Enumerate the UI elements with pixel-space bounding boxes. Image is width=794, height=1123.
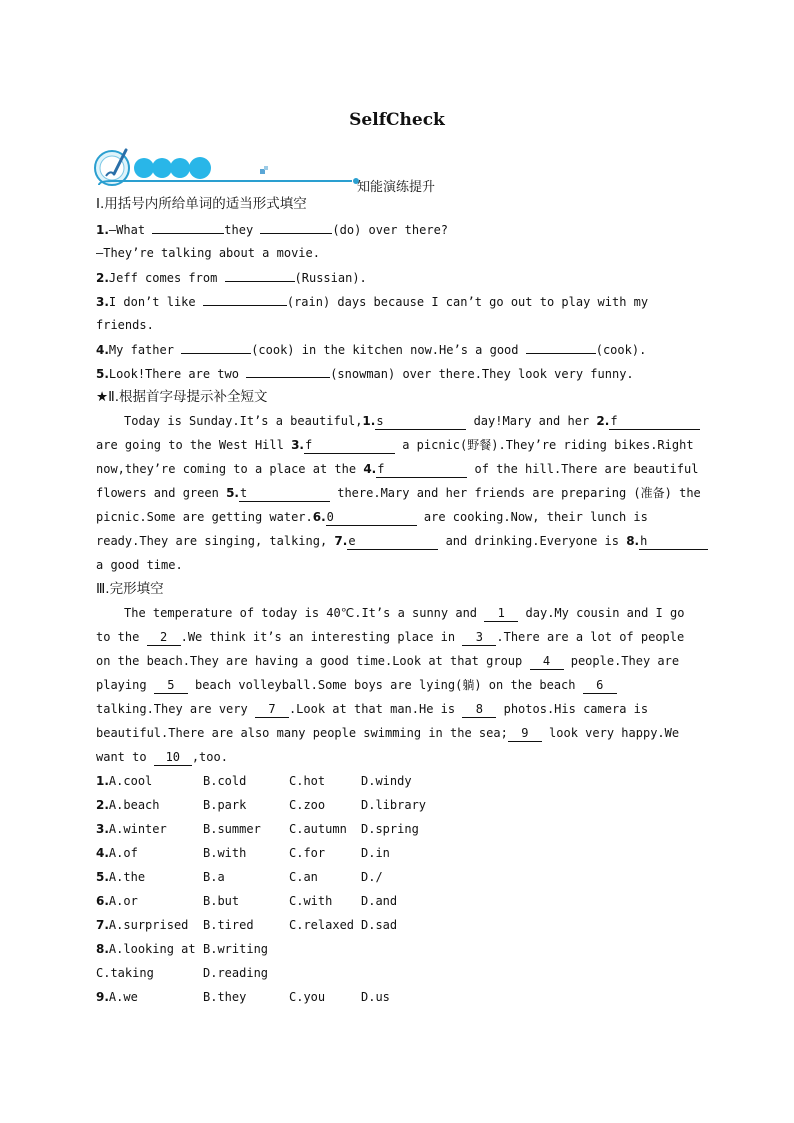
blank-number: 7. [334,534,348,548]
answer-blank[interactable] [246,365,330,378]
option-a-text: A.the [108,870,146,884]
cloze-text: .Look at that man.He is [288,702,456,716]
question-text: I don’t like [108,295,196,309]
question-text: My father [108,343,174,357]
cloze-blank[interactable]: 10 [154,749,192,766]
option-a[interactable] [96,893,138,909]
question-text: (rain) days because I can’t go out to play with my [286,295,649,309]
initial-letter-blank[interactable]: h [639,533,708,550]
cloze-line [96,653,679,670]
passage-text: Today is Sunday.It’s a beautiful, [124,414,363,428]
question-text: (Russian). [294,271,367,285]
option-a-text: A.surprised [108,918,189,932]
question-2-line [96,269,367,286]
question-text: (cook). [595,343,647,357]
answer-blank[interactable] [225,269,295,282]
option-a-text: A.cool [108,774,153,788]
question-number: 5. [96,367,109,381]
option-d[interactable]: D./ [361,870,383,884]
question-text: (do) over there? [332,223,449,237]
decorative-square-icon [264,166,268,170]
option-b[interactable]: B.they [203,990,247,1004]
cloze-text: ,too. [191,750,228,764]
cloze-line [124,605,684,622]
decorative-dots-icon [134,157,211,179]
cloze-blank[interactable]: 3 [462,629,496,646]
option-b[interactable]: B.with [203,846,247,860]
blank-number: 5. [226,486,239,500]
answer-blank[interactable] [260,221,332,234]
passage-text: there.Mary and her friends are preparing (准备) the [337,486,701,500]
passage-text: a picnic(野餐).They’re riding bikes.Right [402,438,694,452]
option-a[interactable] [96,845,138,861]
cloze-blank[interactable]: 2 [147,629,181,646]
passage-text: are going to the West Hill [96,438,284,452]
passage-line [96,533,708,550]
section-2-heading: ★Ⅱ.根据首字母提示补全短文 [96,389,268,405]
cloze-line [96,629,684,646]
passage-line [96,509,648,526]
passage-line [96,461,698,478]
option-a-text: A.winter [108,822,167,836]
option-b[interactable]: B.tired [203,918,254,932]
question-number: 3. [96,295,109,309]
cloze-blank[interactable]: 6 [583,677,617,694]
question-number: 6. [96,894,109,908]
cloze-blank[interactable]: 7 [255,701,289,718]
cloze-blank[interactable]: 8 [462,701,496,718]
answer-blank[interactable] [181,341,251,354]
passage-text: are cooking.Now, their lunch is [423,510,648,524]
initial-letter-blank[interactable]: t [239,485,330,502]
option-a[interactable] [96,773,152,789]
option-a[interactable]: A.looking at [108,942,196,956]
cloze-text: people.They are [570,654,680,668]
question-text: —What [108,223,146,237]
cloze-text: .We think it’s an interesting place in [180,630,456,644]
option-b[interactable]: B.writing [203,942,269,956]
question-1-line [96,221,448,238]
option-c[interactable]: C.with [289,894,333,908]
banner-rule [99,181,352,185]
option-a-text: A.beach [108,798,160,812]
question-number: 2. [96,271,109,285]
cloze-line [96,701,648,718]
question-text: they [224,223,254,237]
passage-text: flowers and green [96,486,219,500]
cloze-blank[interactable]: 9 [508,725,542,742]
blank-number: 6. [312,510,326,524]
passage-line: a good time. [96,558,183,572]
passage-line [96,485,701,502]
question-number: 8. [96,942,109,956]
option-b[interactable]: B.summer [203,822,261,836]
cloze-text: playing [96,678,147,692]
option-b[interactable]: B.but [203,894,240,908]
passage-line [96,437,694,454]
option-b[interactable]: B.cold [203,774,247,788]
option-a[interactable] [96,797,160,813]
question-number: 7. [96,918,109,932]
question-number: 9. [96,990,109,1004]
initial-letter-blank[interactable]: f [609,413,700,430]
option-c[interactable]: C.for [289,846,326,860]
cloze-blank[interactable]: 1 [484,605,518,622]
question-text: (snowman) over there.They look very funny. [330,367,634,381]
question-4-line [96,341,646,358]
option-d[interactable]: D.us [361,990,390,1004]
cloze-text: beach volleyball.Some boys are lying(躺) on the beach [195,678,576,692]
question-text: Jeff comes from [108,271,218,285]
section-3-heading: Ⅲ.完形填空 [96,581,164,597]
option-d[interactable]: D.reading [203,966,269,980]
option-b[interactable]: B.a [203,870,225,884]
option-a[interactable] [96,869,145,885]
option-d[interactable]: D.and [361,894,398,908]
initial-letter-blank[interactable]: 0 [326,509,417,526]
initial-letter-blank[interactable]: s [375,413,466,430]
passage-text: day!Mary and her [473,414,590,428]
option-row [96,989,138,1005]
cloze-text: photos.His camera is [503,702,649,716]
cloze-text: look very happy.We [549,726,680,740]
question-number: 2. [96,798,109,812]
answer-blank[interactable] [526,341,596,354]
option-d[interactable]: D.sad [361,918,398,932]
option-a-text: A.of [108,846,138,860]
passage-text: now,they’re coming to a place at the [96,462,357,476]
cloze-blank[interactable]: 4 [530,653,564,670]
question-1-response: —They’re talking about a movie. [96,246,320,260]
option-d[interactable]: D.windy [361,774,412,788]
paint-palette-icon [95,150,129,185]
passage-line [124,413,700,430]
blank-number: 3. [291,438,304,452]
initial-letter-blank[interactable]: e [347,533,438,550]
option-c[interactable]: C.zoo [289,798,326,812]
question-3-continued: friends. [96,318,154,332]
initial-letter-blank[interactable]: f [304,437,395,454]
question-3-line [96,293,648,310]
question-number: 5. [96,870,109,884]
option-row [96,941,196,957]
cloze-text: want to [96,750,147,764]
answer-blank[interactable] [152,221,224,234]
option-a-text: A.or [108,894,138,908]
option-c[interactable]: C.taking [96,966,154,980]
option-c[interactable]: C.an [289,870,318,884]
blank-number: 4. [363,462,377,476]
banner-label: 知能演练提升 [357,180,436,195]
blank-number: 8. [626,534,640,548]
passage-text: picnic.Some are getting water. [96,510,313,524]
cloze-text: on the beach.They are having a good time.Look at that group [96,654,523,668]
question-5-line [96,365,634,382]
option-b[interactable]: B.park [203,798,247,812]
passage-text: and drinking.Everyone is [445,534,619,548]
passage-text: of the hill.There are beautiful [474,462,699,476]
option-d[interactable]: D.spring [361,822,419,836]
cloze-line [96,677,617,694]
blank-number: 2. [596,414,610,428]
option-c[interactable]: C.you [289,990,326,1004]
option-a[interactable] [96,917,188,933]
question-number: 3. [96,822,109,836]
question-text: Look!There are two [108,367,239,381]
initial-letter-blank[interactable]: f [376,461,467,478]
question-number: 1. [96,774,109,788]
answer-blank[interactable] [203,293,287,306]
cloze-text: to the [96,630,140,644]
question-text: (cook) in the kitchen now.He’s a good [251,343,519,357]
passage-text: ready.They are singing, talking, [96,534,328,548]
option-d[interactable]: D.in [361,846,390,860]
cloze-text: beautiful.There are also many people swimming in the sea; [96,726,508,740]
cloze-line [96,749,228,766]
question-number: 4. [96,343,109,357]
section-1-heading: Ⅰ.用括号内所给单词的适当形式填空 [96,196,307,212]
cloze-line [96,725,679,742]
cloze-blank[interactable]: 5 [154,677,188,694]
option-c[interactable]: C.autumn [289,822,347,836]
cloze-text: day.My cousin and I go [525,606,685,620]
option-a[interactable]: A.we [108,990,138,1004]
question-number: 1. [96,223,109,237]
option-a[interactable] [96,821,167,837]
option-d[interactable]: D.library [361,798,427,812]
blank-number: 1. [362,414,376,428]
option-c[interactable]: C.hot [289,774,326,788]
cloze-text: .There are a lot of people [496,630,685,644]
option-c[interactable]: C.relaxed [289,918,355,932]
page-title: SelfCheck [349,110,445,130]
question-number: 4. [96,846,109,860]
cloze-text: The temperature of today is 40℃.It’s a sunny and [124,606,478,620]
cloze-text: talking.They are very [96,702,248,716]
